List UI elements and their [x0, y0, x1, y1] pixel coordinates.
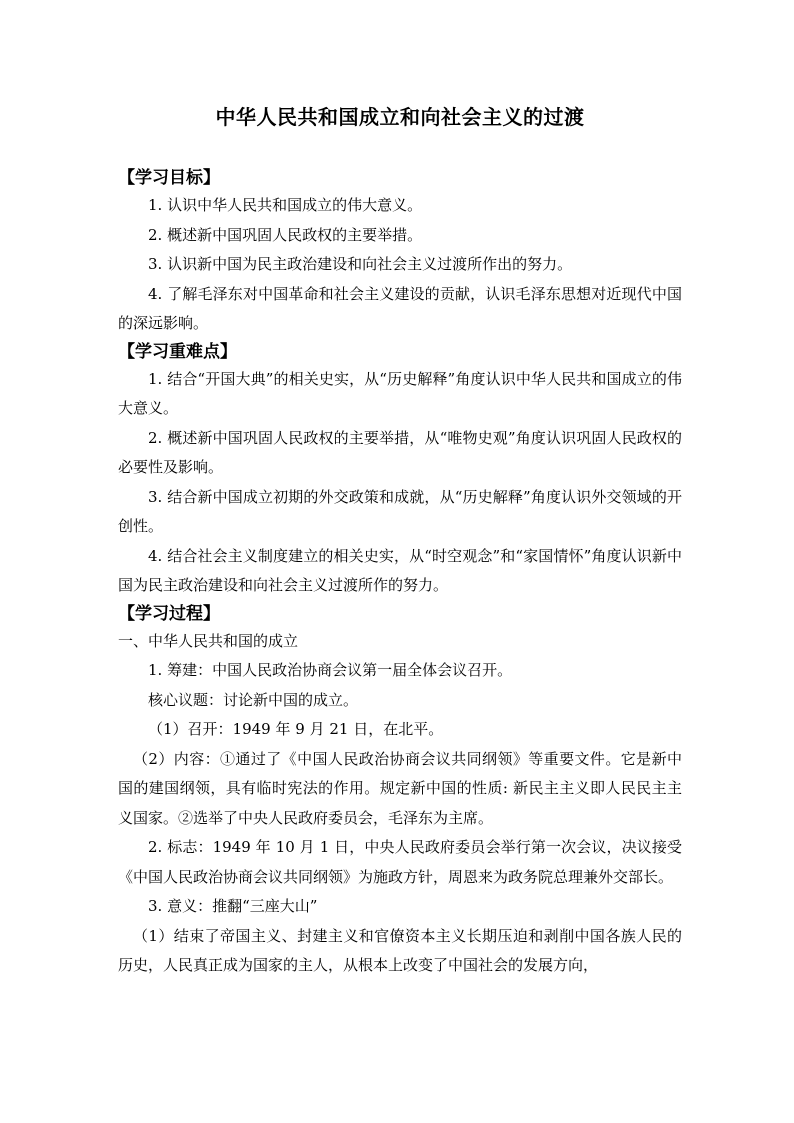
objective-item-4: 4. 了解毛泽东对中国革命和社会主义建设的贡献，认识毛泽东思想对近现代中国的深远影响。	[118, 284, 682, 332]
section-heading-process: 【学习过程】	[118, 603, 220, 624]
process-item-3: （1）召开：1949 年 9 月 21 日，在北平。	[148, 720, 444, 738]
document-title: 中华人民共和国成立和向社会主义的过渡	[215, 105, 585, 129]
key-point-item-1: 1. 结合“开国大典”的相关史实，从“历史解释”角度认识中华人民共和国成立的伟大意义。	[118, 369, 682, 417]
section-heading-objectives: 【学习目标】	[118, 168, 220, 188]
key-point-item-3: 3. 结合新中国成立初期的外交政策和成就，从“历史解释”角度认识外交领域的开创性。	[118, 487, 682, 535]
process-item-6: 3. 意义：推翻“三座大山”	[148, 897, 318, 915]
objective-item-2: 2. 概述新中国巩固人民政权的主要举措。	[148, 225, 423, 244]
process-item-4: （2）内容：①通过了《中国人民政治协商会议共同纲领》等重要文件。它是新中国的建国纲领，具有临时宪法的作用。规定新中国的性质: 新民主主义即人民民主主义国家。②选举了中央人民政府委员会，毛泽东为主席。	[118, 749, 682, 827]
process-item-1: 1. 筹建：中国人民政治协商会议第一届全体会议召开。	[148, 661, 513, 679]
process-item-5: 2. 标志：1949 年 10 月 1 日，中央人民政府委员会举行第一次会议，决议接受《中国人民政治协商会议共同纲领》为施政方针，周恩来为政务院总理兼外交部长。	[118, 838, 682, 886]
key-point-item-4: 4. 结合社会主义制度建立的相关史实，从“时空观念”和“家国情怀”角度认识新中国为民主政治建设和向社会主义过渡所作的努力。	[118, 546, 682, 594]
objective-item-1: 1. 认识中华人民共和国成立的伟大意义。	[148, 196, 423, 214]
section-heading-key-points: 【学习重难点】	[118, 341, 237, 362]
process-item-7: （1）结束了帝国主义、封建主义和官僚资本主义长期压迫和剥削中国各族人民的历史，人民真正成为国家的主人，从根本上改变了中国社会的发展方向，	[118, 926, 682, 974]
process-item-2: 核心议题：讨论新中国的成立。	[148, 690, 359, 709]
key-point-item-2: 2. 概述新中国巩固人民政权的主要举措，从“唯物史观”角度认识巩固人民政权的必要性及影响。	[118, 428, 682, 476]
process-subheading: 一、中华人民共和国的成立	[118, 631, 299, 650]
objective-item-3: 3. 认识新中国为民主政治建设和向社会主义过渡所作出的努力。	[148, 255, 573, 273]
